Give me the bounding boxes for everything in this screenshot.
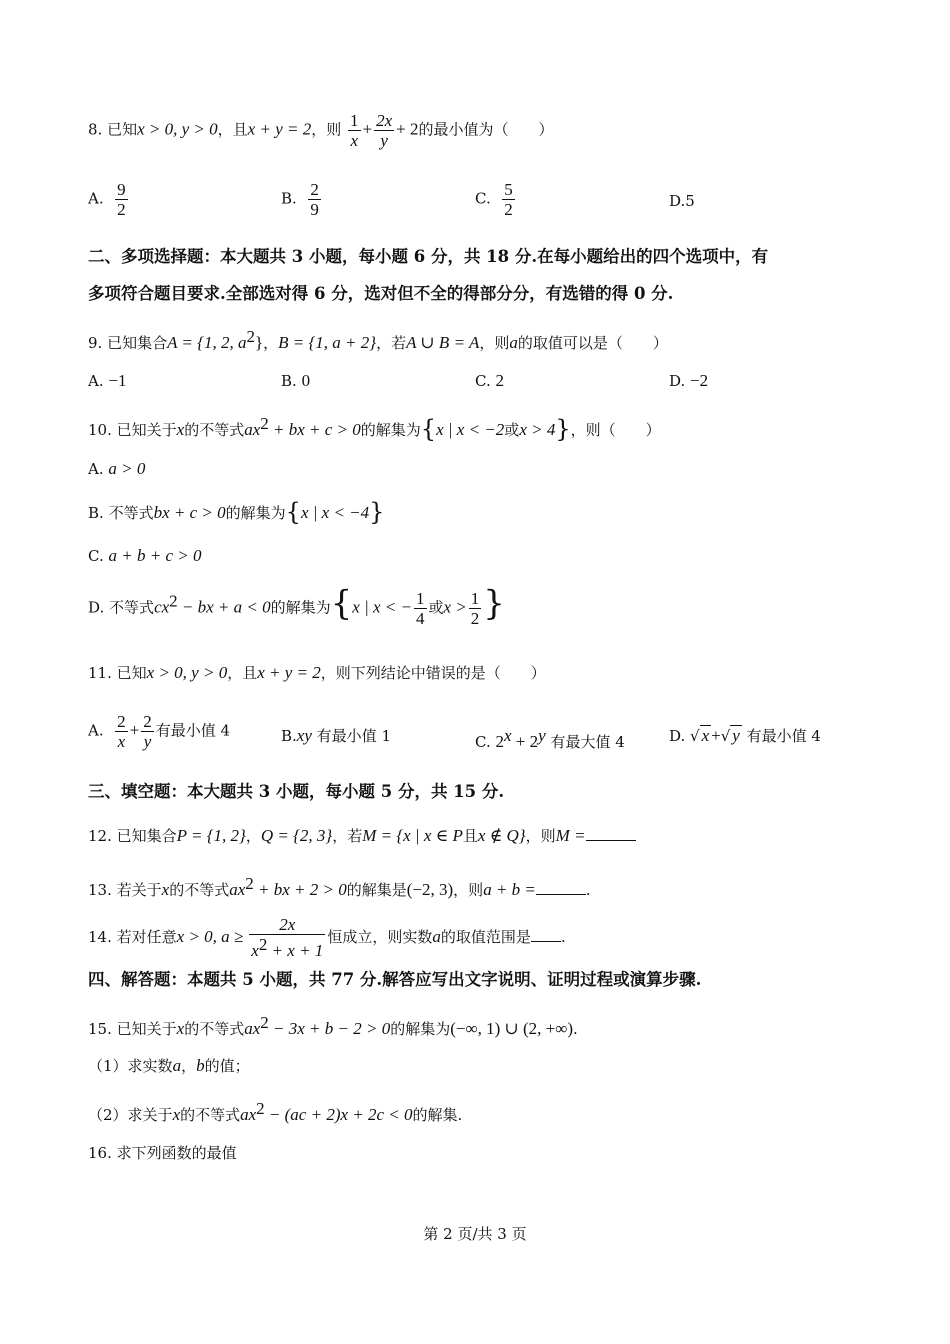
q11-option-c: C. $2^x + 2^y$ 有最大值 4	[475, 726, 625, 751]
answer-blank	[536, 894, 586, 895]
q10-option-d: D. 不等式$cx^2$ − bx + a < 0的解集为{x | x < − $\frac{1}{4}$ 或x > $\frac{1}{2}$ }	[88, 583, 505, 628]
question-8: 8. 已知x > 0, y > 0，且x + y = 2，则 $\frac{1}{x}$ + $\frac{2x}{y}$ + 2的最小值为（ ）	[88, 111, 554, 150]
q11-option-d: D. √ x +√ y 有最小值 4	[669, 726, 821, 745]
q8-option-c: C. $\frac{5}{2}$	[475, 180, 513, 219]
q11-option-b: B.xy 有最小值 1	[281, 726, 391, 745]
q10-option-c: C. a + b + c > 0	[88, 546, 202, 565]
section-2-heading-line1: 二、多项选择题：本大题共 3 小题，每小题 6 分，共 18 分.在每小题给出的四个选项中，有	[88, 247, 769, 266]
page-number-footer: 第 2 页/共 3 页	[423, 1225, 527, 1243]
question-11: 11. 已知x > 0, y > 0，且x + y = 2，则下列结论中错误的是（ ）	[88, 663, 546, 682]
q8-option-a: A. $\frac{9}{2}$	[88, 180, 126, 219]
section-3-heading: 三、填空题：本大题共 3 小题，每小题 5 分，共 15 分.	[88, 782, 505, 801]
question-10: 10. 已知关于x的不等式$ax^2$ + bx + c > 0的解集为{x | x < −2或x > 4}，则（ ）	[88, 414, 661, 443]
section-4-heading: 四、解答题：本题共 5 小题，共 77 分.解答应写出文字说明、证明过程或演算步骤.	[88, 970, 702, 989]
section-2-heading-line2: 多项符合题目要求.全部选对得 6 分，选对但不全的得部分分，有选错的得 0 分.	[88, 284, 674, 303]
fraction: $\frac{1}{x}$	[350, 111, 359, 150]
fraction: $\frac{2x}{y}$	[376, 111, 393, 150]
q15-part-1: （1）求实数a，b的值；	[88, 1056, 250, 1075]
q10-option-b: B. 不等式bx + c > 0的解集为{x | x < −4}	[88, 498, 385, 526]
q9-option-c: C. 2	[475, 371, 504, 390]
question-12: 12. 已知集合P = {1, 2}，Q = {2, 3}，若M = {x | x ∈ P且x ∉ Q}，则M =	[88, 825, 636, 847]
question-15: 15. 已知关于x的不等式$ax^2 - 3x + b - 2 > 0$的解集为(−∞, 1) ∪ (2, +∞).	[88, 1013, 578, 1038]
question-13: 13. 若关于x的不等式$ax^2$ + bx + 2 > 0的解集是(−2, 3)，则a + b = .	[88, 874, 591, 899]
q8-option-b: B. $\frac{2}{9}$	[281, 180, 319, 219]
q10-option-a: A. a > 0	[88, 459, 146, 478]
question-16: 16. 求下列函数的最值	[88, 1144, 237, 1162]
answer-blank	[531, 941, 561, 942]
q9-option-b: B. 0	[281, 371, 311, 390]
question-14: 14. 若对任意x > 0, a ≥ $\frac{2x}{x^2 + x + 1}$ 恒成立，则实数a的取值范围是 .	[88, 915, 566, 960]
q11-option-a: A. $\frac{2}{x}$ + $\frac{2}{y}$ 有最小值 4	[88, 712, 231, 751]
q8-option-d: D.5	[669, 192, 695, 210]
q9-option-d: D. −2	[669, 371, 709, 390]
q15-part-2: （2）求关于x的不等式$ax^2 - (ac + 2)x + 2c < 0$的解集.	[88, 1099, 463, 1124]
q9-option-a: A. −1	[88, 371, 127, 390]
question-9: 9. 已知集合A = {1, 2, $a^2$}，B = {1, a + 2}，若A ∪ B = A，则a的取值可以是（ ）	[88, 327, 668, 352]
answer-blank	[586, 840, 636, 841]
